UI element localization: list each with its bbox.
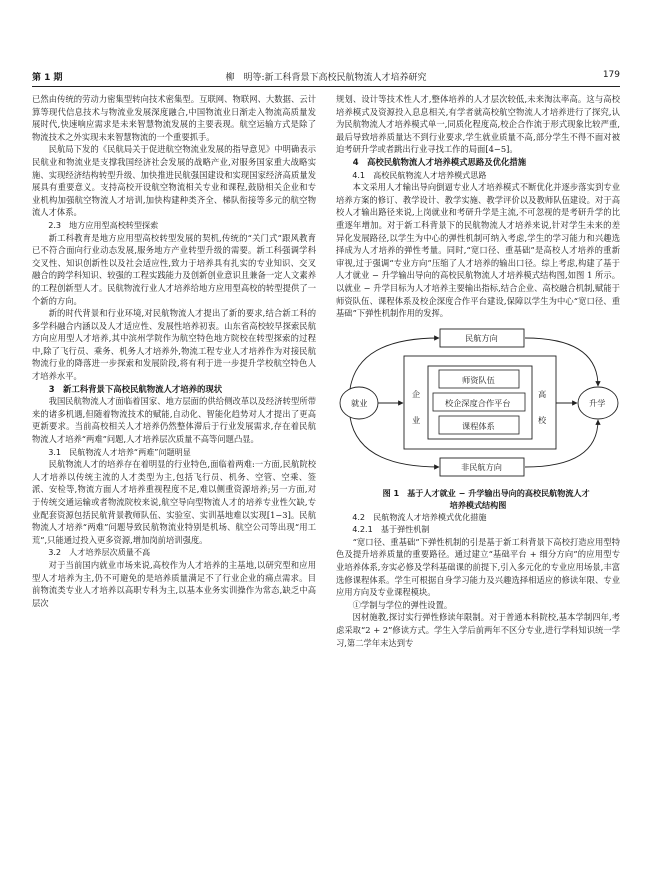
running-title: 柳 明等:新工科背景下高校民航物流人才培养研究 bbox=[225, 73, 427, 83]
section-heading: 3 新工科背景下高校民航物流人才培养的现状 bbox=[48, 383, 223, 394]
body-paragraph: 对于当前国内就业市场来说,高校作为人才培养的主基地,以研究型和应用型人才培养为主,仍不可避免的是培养质量满足不了行业企业的痛点需求。目前物流类专业人才培养以高职专科为主,以基本业务实训操作为常态,缺乏中高层次 bbox=[32, 559, 316, 608]
subsection-heading: 4.2 民航物流人才培养模式优化措施 bbox=[352, 511, 487, 522]
subsection-heading: 4.1 高校民航物流人才培养模式思路 bbox=[352, 169, 487, 180]
left-column bbox=[32, 93, 316, 609]
inner-label-2: 校企深度合作平台 bbox=[445, 397, 511, 408]
body-paragraph: 新的时代背景和行业环境,对民航物流人才提出了新的要求,结合新工科的多学科融合内涵以及人才适应性、发展性培养初衷。山东省高校较早探索民航方向应用型人才培养,其中滨州学院作为航空特色地方院校在转型探索的过程中,除了飞行员、乘务、机务人才培养外,物流工程专业人才培养作为对接民航物流行业的降落进一步探索和发展阶段,将有利于进一步提升学校航空特色人才培养水平。 bbox=[32, 308, 316, 382]
body-paragraph: 规划、设计等技术性人才,整体培养的人才层次较低,未来淘汰率高。这与高校培养模式及资源投入息息相关,有学者就高校航空物流人才培养进行了探究,认为民航物流人才培养模式单一,同质化程度高,校企合作流于形式现象比较严重,最后导致培养质量达不到行业要求,学生就业质量不高,部分学生不得不面对被迫考研升学或者跳出行业寻找工作的局面[4−5]。 bbox=[336, 94, 620, 155]
body-paragraph: ①学制与学位的弹性设置。 bbox=[352, 599, 453, 610]
inner-label-1: 师资队伍 bbox=[462, 374, 495, 385]
right-column-bottom bbox=[336, 511, 620, 650]
page-number: 179 bbox=[602, 70, 620, 80]
body-paragraph: “宽口径、重基础”下弹性机制的引是基于新工科背景下高校打造应用型特色及提升培养质量的重要路径。通过建立“基础平台 + 细分方向”的应用型专业培养体系,夯实必修及学科基础课的前提下,引入多元化的专业应用场景,丰富选修课程体系。学生可根据自身学习能力及兴趣选择相适应的修读年限、专业应用方向及专业课程模块。 bbox=[336, 536, 620, 598]
body-paragraph: 我国民航物流人才面临着国家、地方层面的供给侧改革以及经济转型所带来的诸多机遇,但随着物流技术的赋能,自动化、智能化趋势对人才提出了更高更新要求。当前高校相关人才培养仍然整体滞后于行业发展需求,存在着民航物流人才培养“两难”问题,人才培养层次质量不高等问题凸显。 bbox=[32, 396, 316, 445]
subsection-heading: 3.2 人才培养层次质量不高 bbox=[48, 547, 151, 558]
body-paragraph: 民航局下发的《民航局关于促进航空物流业发展的指导意见》中明确表示民航业和物流业是支撑我国经济社会发展的战略产业,对服务国家重大战略实施、实现经济结构转型升级、加快推进民航强国建设和实现国家经济高质量发展具有重要意义。支持高校开设航空物流相关专业和课程,鼓励相关企业和专业机构加强航空物流人才培训,加快构建种类齐全、梯队衔接等多元的航空物流人才体系。 bbox=[32, 144, 316, 218]
running-header bbox=[32, 70, 620, 84]
right-column bbox=[336, 93, 620, 649]
body-paragraph: 民航物流人才的培养存在着明显的行业特色,面临着两难:一方面,民航院校人才培养以传统主流的人才类型为主,包括飞行员、机务、空管、空乘、签派、安检等,物流方面人才培养重视程度不足,难以侧重资源培养;另一方面,对于传统交通运输或者物流院校来说,航空导向型物流人才的培养专业性欠缺,专业配套资源包括民航背景教师队伍、实验室、实训基地难以实现[1−3]。民航物流人才培养“两难”问题导致民航物流业特别是机场、航空公司等出现“用工荒”,只能通过投入更多资源,增加岗前培训强度。 bbox=[32, 459, 316, 545]
right-column-top bbox=[336, 93, 620, 320]
subsection-heading: 2.3 地方应用型高校转型探索 bbox=[48, 219, 159, 230]
body-paragraph: 本文采用人才输出导向倒逼专业人才培养模式不断优化并逐步落实到专业培养方案的修订、教学设计、教学实施、教学评价以及教师队伍建设。对于高校人才输出路径来说,上岗就业和考研升学是主流,不可忽视的是考研升学的比重逐年增加。对于新工科背景下的民航物流人才培养来说,针对学生未来的差异化发展路径,以学生为中心的弹性机制可纳入考虑,学生的学习能力和兴趣选择成为人才培养的弹性考量。同时,“宽口径、重基础”是高校人才培养的重新审视,过于强调“专业方向”压缩了人才培养的输出口径。综上考虑,构建了基于人才就业 − 升学输出导向的高校民航物流人才培养模式结构图,如图 1 所示。以就业 − 升学目标为人才培养主要输出指标,结合企业、高校融合机制,赋能于师资队伍、课程体系及校企深度合作平台建设,保障以学生为中心“宽口径、重基础”下弹性机制作用的发挥。 bbox=[336, 182, 620, 319]
subsection-heading: 3.1 民航物流人才培养“两难”问题明显 bbox=[48, 446, 191, 457]
figure-caption-line2: 培养模式结构图 bbox=[449, 499, 507, 510]
body-paragraph: 已然由传统的劳动力密集型转向技术密集型。互联网、物联网、大数据、云计算等现代信息技术与物流业发展深度融合,中国物流业日渐走入物流高质量发展时代,快速响应需求是未来智慧物流发展的主要表现。航空运输方式是除了物流技术之外实现未来智慧物流的一个重要抓手。 bbox=[32, 94, 316, 142]
top-box-label: 民航方向 bbox=[465, 332, 498, 343]
figure-caption bbox=[336, 487, 620, 511]
bottom-box-label: 非民航方向 bbox=[461, 461, 502, 472]
body-paragraph: 因材施教,探讨实行弹性修读年限制。对于普通本科院校,基本学制四年,考虑采取“2 + 2”修读方式。学生入学后前两年不区分专业,进行学科知识统一学习,第二学年末达到专 bbox=[336, 612, 620, 648]
left-side-label: 企业 bbox=[412, 388, 421, 425]
left-node-label: 就业 bbox=[351, 397, 368, 408]
inner-label-3: 课程体系 bbox=[462, 420, 495, 431]
header-rule bbox=[32, 86, 620, 87]
subsubsection-heading: 4.2.1 基于弹性机制 bbox=[352, 524, 430, 535]
right-node-label: 升学 bbox=[589, 397, 606, 408]
right-side-label: 高校 bbox=[538, 388, 547, 425]
body-paragraph: 新工科教育是地方应用型高校转型发展的契机,传统的“关门式”跟风教育已不符合面向行业动态发展,服务地方产业转型升级的需要。新工科强调学科交叉性、知识创新性以及社会适应性,致力于培养具有扎实的专业知识、交叉融合的跨学科知识、较强的工程实践能力及创新创业意识且兼备一定人文素养的工程创新型人才。民航物流行业人才培养给地方应用型高校的转型提供了一个新的方向。 bbox=[32, 232, 316, 306]
figure-1 bbox=[336, 323, 620, 485]
issue-number: 第 1 期 bbox=[32, 73, 63, 83]
section-heading: 4 高校民航物流人才培养模式思路及优化措施 bbox=[352, 156, 527, 167]
figure-caption-line1: 图 1 基于人才就业 − 升学输出导向的高校民航物流人才 bbox=[382, 487, 590, 498]
